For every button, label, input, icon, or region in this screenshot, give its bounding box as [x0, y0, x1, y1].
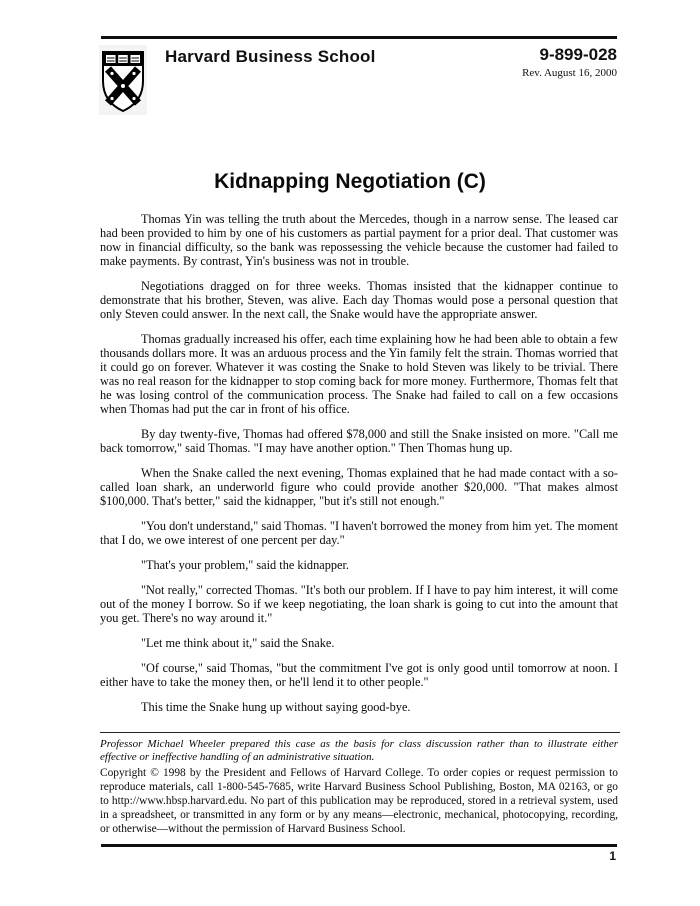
body-paragraph-9: "Let me think about it," said the Snake.	[141, 636, 335, 650]
hbs-shield-icon	[99, 45, 147, 115]
body-paragraph-1: Thomas Yin was telling the truth about the Mercedes, though in a narrow sense. The leased car had been provided to him by one of his customers as partial payment for a prior deal. That customer was now in financial difficulty, so the bank was repossessing the vehicle because the customer had failed to make payments. By contrast, Yin's business was not in trouble.	[100, 212, 618, 268]
case-title: Kidnapping Negotiation (C)	[214, 170, 486, 193]
footnote-rule	[100, 732, 620, 733]
body-paragraph-7: "That's your problem," said the kidnapper.	[141, 558, 349, 572]
body-paragraph-2: Negotiations dragged on for three weeks. Thomas insisted that the kidnapper continue to demonstrate that his brother, Steven, was alive. Each day Thomas would pose a personal question that only Steven could answer. In the next call, the Snake would have the appropriate answer.	[100, 279, 618, 321]
body-paragraph-3: Thomas gradually increased his offer, each time explaining how he had been able to obtain a few thousands dollars more. It was an arduous process and the Yin family felt the strain. Thomas worried that it could go on forever. Whatever it was costing the Snake to hold Steven was likely to be trivial. There was no real reason for the kidnapper to stop coming back for more money. Furthermore, Thomas felt that he was losing control of the communication process. The Snake had failed to call on a few occasions when Thomas had put the car in front of his office.	[100, 332, 618, 416]
document-number: 9-899-028	[539, 45, 617, 64]
copyright-notice: Copyright © 1998 by the President and Fellows of Harvard College. To order copies or request permission to reproduce materials, call 1-800-545-7685, write Harvard Business School Publishing, Boston, MA 02163, or go to http://www.hbsp.harvard.edu. No part of this publication may be reproduced, stored in a retrieval system, used in a spreadsheet, or transmitted in any form or by any means—electronic, mechanical, photocopying, recording, or otherwise—without the permission of Harvard Business School.	[100, 767, 618, 835]
body-paragraph-11: This time the Snake hung up without saying good-bye.	[141, 700, 411, 714]
case-body-text	[100, 212, 618, 732]
body-paragraph-8: "Not really," corrected Thomas. "It's both our problem. If I have to pay him interest, it will come out of the money I borrow. So if we keep negotiating, the loan shark is going to cut into the amount that you get. There's no way around it."	[100, 583, 618, 625]
revision-date: Rev. August 16, 2000	[522, 67, 617, 79]
body-paragraph-4: By day twenty-five, Thomas had offered $78,000 and still the Snake insisted on more. "Call me back tomorrow," said Thomas. "I may have another option." Then Thomas hung up.	[100, 427, 618, 455]
body-paragraph-6: "You don't understand," said Thomas. "I haven't borrowed the money from him yet. The moment that I do, we owe interest of one percent per day."	[100, 519, 618, 547]
body-paragraph-10: "Of course," said Thomas, "but the commitment I've got is only good until tomorrow at noon. I either have to take the money then, or he'll lend it to other people."	[100, 661, 618, 689]
body-paragraph-5: When the Snake called the next evening, Thomas explained that he had made contact with a so-called loan shark, an underworld figure who could provide another $20,000. "That makes almost $100,000. That's better," said the kidnapper, "but it's still not enough."	[100, 466, 618, 508]
page-number: 1	[609, 849, 616, 863]
hbs-crest-logo	[99, 45, 147, 115]
school-name: Harvard Business School	[165, 47, 376, 66]
footnote-attribution: Professor Michael Wheeler prepared this case as the basis for class discussion rather than to illustrate either effective or ineffective handling of an administrative situation.	[100, 738, 618, 763]
footer-rule	[101, 844, 617, 847]
header-rule	[101, 36, 617, 39]
